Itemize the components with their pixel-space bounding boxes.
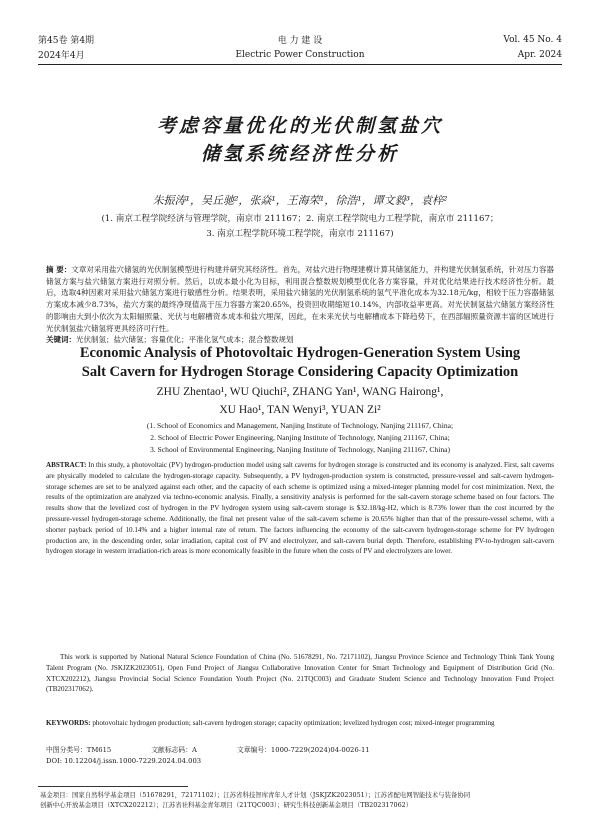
authors-en-line1: ZHU Zhentao¹, WU Qiuchi², ZHANG Yan¹, WANG Hairong¹, [156,386,444,398]
affiliation-en-line2: 2. School of Electric Power Engineering, Nanjing Institute of Technology, Nanjing 211167, China; [150,433,450,443]
funding-footnote-cn [40,790,560,810]
title-en-line1: Economic Analysis of Photovoltaic Hydrogen-Generation System Using [79,345,521,361]
affiliation-cn-line1: (1. 南京工程学院经济与管理学院，南京市 211167；2. 南京工程学院电力工程学院，南京市 211167； [101,214,499,224]
keywords-cn-label: 关键词： [46,335,76,345]
keywords-en-text: photovoltaic hydrogen production; salt-cavern hydrogen storage; capacity optimization; levelized hydrogen cost; mixed-integer programming [90,719,495,727]
date-en: Apr. 2024 [517,49,562,60]
doi: DOI: 10.12204/j.issn.1000-7229.2024.04.003 [46,757,202,765]
abstract-en-text: In this study, a photovoltaic (PV) hydrogen-production model using salt caverns for hydrogen storage is constructed and its economy is analyzed. First, salt caverns are physically modeled to calculate the hydrogen-storage capacity. Subsequently, a PV hydrogen-production system is constructed, pressure-vessel and salt-cavern hydrogen-storage schemes are set to be analyzed against each other, and the capacity of each scheme is optimized using a mixed-integer planning model for cost minimization. Next, the results of the optimization are analyzed via techno-economic analysis. Finally, a sensitivity analysis is performed for the salt-cavern storage scheme based on four factors. The results show that the levelized cost of hydrogen in the PV hydrogen system using salt-cavern storage is $32.18/kg-H2, which is 8.73% lower than the cost incurred by the pressure-vessel hydrogen-storage scheme. Additionally, the final net present value of the salt-cavern scheme is 20.65% higher than that of the pressure-vessel scheme, with a shorter payback period of 10.14% and a higher internal rate of return. The factors influencing the economy of the salt-cavern hydrogen-storage scheme for PV hydrogen production are, in the descending order, solar irradiation, capital cost of PV and electrolyzer, and salt-cavern burial depth. Therefore, establishing PV-to-hydrogen salt-cavern hydrogen storage in western irradiation-rich areas is more economically feasible in the future when the costs of PV and electrolyzers are lower. [46,461,554,556]
title-cn-line2: 储氢系统经济性分析 [200,143,399,165]
header-rule [38,64,562,65]
article-meta [46,745,554,767]
journal-title-cn: 电 力 建 设 [277,36,323,46]
affiliations-cn [55,212,545,242]
authors-en [60,383,540,419]
title-cn-line1: 考虑容量优化的光伏制氢盐穴 [156,115,443,137]
date-cn: 2024年4月 [38,51,85,61]
footnote-line2: 创新中心开放基金项目（XTCX202212）；江苏省社科基金青年项目（21TQC003）；研究生科技创新基金项目（TB202317062） [40,801,413,809]
volume-en: Vol. 45 No. 4 [503,34,562,45]
title-en-line2: Salt Cavern for Hydrogen Storage Considering Capacity Optimization [81,363,519,380]
footnote-rule [38,786,188,787]
abstract-en [46,460,554,557]
affiliation-en-line3: 3. School of Environmental Engineering, Nanjing Institute of Technology, Nanjing 211167, China) [149,445,451,455]
title-en [40,344,560,381]
clc-number: 中图分类号：TM615 [46,746,112,754]
keywords-en [46,718,554,729]
page-header [38,32,562,66]
article-number: 文章编号：1000-7229(2024)04-0026-11 [236,746,370,754]
funding-en: This work is supported by National Natural Science Foundation of China (No. 51678291, No. 72171102), Jiangsu Province Science and Technology Think Tank Young Talent Program (No. JSKJZK2023051), Open Fund Project of Jiangsu Collaborative Innovation Center for Smart Technology and Equipment of Distribution Grid (No. XTCX202212), Jiangsu Provincial Social Science Foundation Youth Project (No. 21TQC003) and Graduate Student Science and Technology Innovation Fund Project (TB202317062). [46,653,554,694]
affiliations-en [40,420,560,457]
abstract-cn-text: 文章对采用盐穴储氢的光伏制氢模型进行构建并研究其经济性。首先，对盐穴进行物理建模计算其储氢能力，并构建光伏制氢系统，针对压力容器储氢方案与盐穴储氢方案进行对照分析。然后，以成本最小化为目标，利用混合整数规划模型优化各方案容量，并对优化结果进行技术经济性分析。最后，选取4种因素对采用盐穴储氢方案进行敏感性分析。结果表明，采用盐穴储氢的光伏制氢系统的氢气平准化成本为32.18元/kg，相较于压力容器储氢方案成本减少8.73%，盐穴方案的最终净现值高于压力容器方案20.65%，投资回收期缩短10.14%，内部收益率更高。对光伏制氢盐穴储氢方案经济性的影响由大到小依次为太阳辐照量、光伏与电解槽资本成本和盐穴埋深，因此，在未来光伏与电解槽成本下降趋势下，在西部辐照量资源丰富的区域进行光伏制氢盐穴储氢将更具经济可行性。 [46,265,554,333]
authors-en-line2: XU Hao¹, TAN Wenyi³, YUAN Zi² [219,404,381,416]
journal-title-en: Electric Power Construction [235,49,365,60]
affiliation-en-line1: (1. School of Economics and Management, Nanjing Institute of Technology, Nanjing 211167, China; [146,421,454,430]
keywords-en-label: KEYWORDS: [46,719,91,727]
volume-cn: 第45卷 第4期 [38,36,95,46]
affiliation-cn-line2: 3. 南京工程学院环境工程学院，南京市 211167) [206,229,394,239]
document-code: 文献标志码：A [151,746,197,754]
abstract-cn [46,264,554,346]
authors-cn: 朱振涛¹，吴丘驰²，张焱¹，王海荣¹，徐浩¹，谭文毅³，袁梓² [152,194,448,207]
footnote-line1: 基金项目：国家自然科学基金项目（51678291，72171102）；江苏省科技智库青年人才计划（JSKJZK2023051）；江苏省配电网智能技术与装备协同 [40,791,471,799]
abstract-en-label: ABSTRACT: [46,461,87,469]
abstract-cn-label: 摘 要： [46,265,72,274]
title-cn [0,112,600,168]
keywords-cn: 光伏制氢；盐穴储氢；容量优化；平准化氢气成本；混合整数规划 [76,335,294,345]
